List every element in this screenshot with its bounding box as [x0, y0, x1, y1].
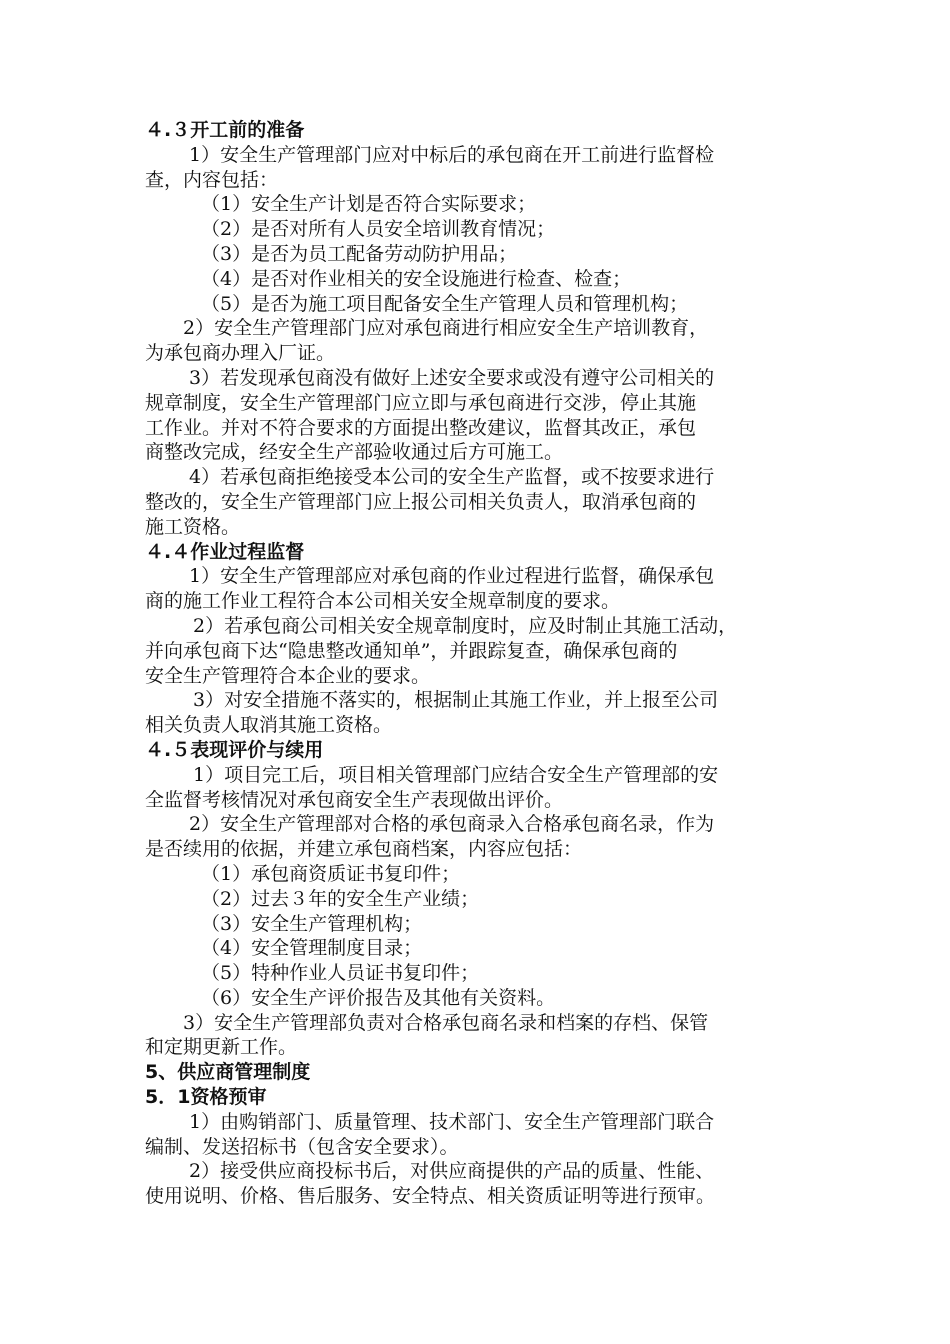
paragraph-line: 是否续用的依据，并建立承包商档案，内容应包括：: [145, 838, 583, 861]
paragraph-line: 2）若承包商公司相关安全规章制度时，应及时制止其施工活动，: [193, 614, 738, 637]
paragraph-line: 1）项目完工后，项目相关管理部门应结合安全生产管理部的安: [193, 763, 719, 786]
paragraph-line: 2）安全生产管理部门应对承包商进行相应安全生产培训教育，: [183, 317, 709, 340]
paragraph-line: 安全生产管理符合本企业的要求。: [145, 664, 431, 687]
paragraph-line: 查，内容包括：: [145, 168, 279, 191]
paragraph-line: （3）是否为员工配备劳动防护用品；: [201, 242, 518, 265]
paragraph-line: 商的施工作业工程符合本公司相关安全规章制度的要求。: [145, 590, 621, 613]
paragraph-line: 相关负责人取消其施工资格。: [145, 714, 393, 737]
paragraph-line: （1）承包商资质证书复印件；: [201, 862, 461, 885]
paragraph-line: 和定期更新工作。: [145, 1036, 298, 1059]
paragraph-line: 规章制度，安全生产管理部门应立即与承包商进行交涉，停止其施: [145, 391, 697, 414]
paragraph-line: 全监督考核情况对承包商安全生产表现做出评价。: [145, 788, 564, 811]
paragraph-line: 4）若承包商拒绝接受本公司的安全生产监督，或不按要求进行: [189, 466, 715, 489]
paragraph-line: 1）由购销部门、质量管理、技术部门、安全生产管理部门联合: [189, 1110, 715, 1133]
paragraph-line: 3）对安全措施不落实的，根据制止其施工作业，并上报至公司: [193, 689, 719, 712]
paragraph-line: （2）过去３年的安全生产业绩；: [201, 887, 480, 910]
paragraph-line: （4）安全管理制度目录；: [201, 937, 423, 960]
paragraph-line: 为承包商办理入厂证。: [145, 342, 336, 365]
paragraph-line: （4）是否对作业相关的安全设施进行检查、检查；: [201, 267, 632, 290]
paragraph-line: 整改的，安全生产管理部门应上报公司相关负责人，取消承包商的: [145, 490, 697, 513]
paragraph-line: 2）安全生产管理部对合格的承包商录入合格承包商名录，作为: [189, 813, 715, 836]
paragraph-line: 3）若发现承包商没有做好上述安全要求或没有遵守公司相关的: [189, 366, 715, 389]
paragraph-line: 2）接受供应商投标书后，对供应商提供的产品的质量、性能、: [189, 1160, 715, 1183]
paragraph-line: 使用说明、价格、售后服务、安全特点、相关资质证明等进行预审。: [145, 1185, 716, 1208]
paragraph-line: 工作业。并对不符合要求的方面提出整改建议，监督其改正，承包: [145, 416, 697, 439]
paragraph-line: （3）安全生产管理机构；: [201, 912, 423, 935]
paragraph-line: （5）是否为施工项目配备安全生产管理人员和管理机构；: [201, 292, 689, 315]
paragraph-line: 编制、发送招标书（包含安全要求）。: [145, 1135, 459, 1158]
paragraph-line: （5）特种作业人员证书复印件；: [201, 962, 480, 985]
paragraph-line: 1）安全生产管理部应对承包商的作业过程进行监督，确保承包: [189, 565, 715, 588]
paragraph-line: 3）安全生产管理部负责对合格承包商名录和档案的存档、保管: [183, 1011, 709, 1034]
paragraph-line: （2）是否对所有人员安全培训教育情况；: [201, 218, 556, 241]
document-page: [145, 118, 815, 1209]
section-heading: ４.３开工前的准备: [145, 119, 305, 141]
paragraph-line: 施工资格。: [145, 515, 241, 538]
paragraph-line: 并向承包商下达“隐患整改通知单”，并跟踪复查，确保承包商的: [145, 639, 678, 662]
section-heading: ４.４作业过程监督: [145, 540, 305, 563]
section-heading: ４.５表现评价与续用: [145, 738, 324, 761]
section-heading: 5．1资格预审: [145, 1086, 267, 1109]
paragraph-line: （1）安全生产计划是否符合实际要求；: [201, 193, 537, 216]
paragraph-line: 商整改完成，经安全生产部验收通过后方可施工。: [145, 441, 564, 464]
section-heading: 5、供应商管理制度: [145, 1061, 311, 1084]
paragraph-line: （6）安全生产评价报告及其他有关资料。: [201, 986, 556, 1009]
paragraph-line: 1）安全生产管理部门应对中标后的承包商在开工前进行监督检: [189, 143, 715, 166]
